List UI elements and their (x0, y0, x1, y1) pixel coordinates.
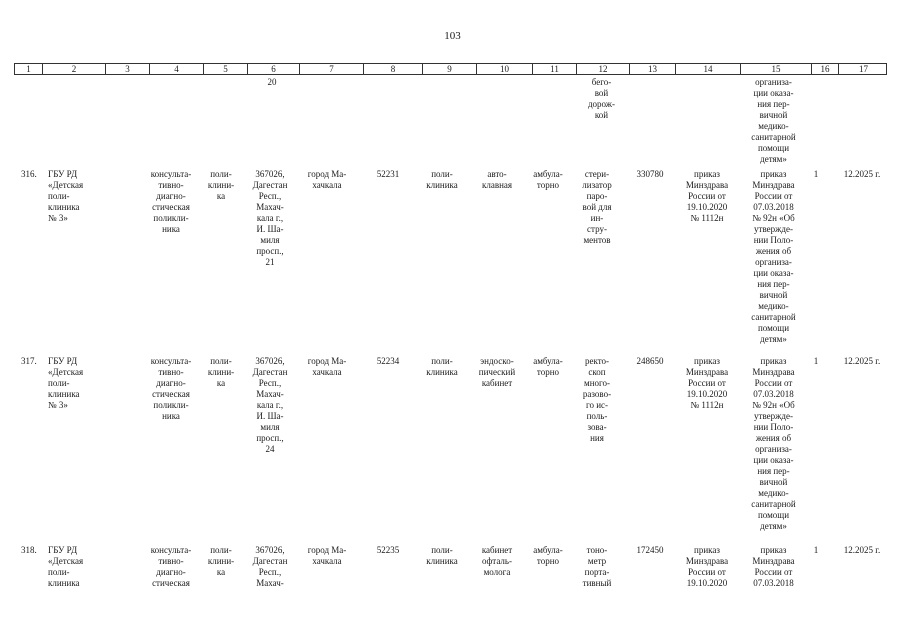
row-date: 12.2025 г. (843, 545, 881, 555)
header-col-1: 1 (26, 64, 31, 74)
row-room: кабинет офталь- молога (481, 545, 513, 577)
row-dept: поли- клиника (426, 545, 458, 566)
row-code: 52234 (376, 356, 400, 366)
row-type: консульта- тивно- диагно- стическая поликли- ника (150, 169, 192, 234)
row-order1: приказ Минздрава России от 19.10.2020 (685, 545, 729, 588)
row-date: 12.2025 г. (843, 356, 881, 366)
row-subtype: поли- клини- ка (207, 545, 235, 577)
header-col-6: 6 (247, 64, 299, 74)
table-header-row (14, 63, 887, 75)
header-col-8: 8 (363, 64, 422, 74)
header-col-9: 9 (422, 64, 476, 74)
header-col-17: 17 (838, 64, 888, 74)
row-room: эндоско- пический кабинет (478, 356, 516, 388)
row-code: 52231 (376, 169, 400, 179)
row-qty: 1 (813, 169, 819, 179)
row-order1: приказ Минздрава России от 19.10.2020 № 1112н (685, 356, 729, 410)
row-price: 248650 (636, 356, 664, 366)
row-city: город Ма- хачкала (307, 356, 347, 377)
row-city: город Ма- хачкала (307, 169, 347, 190)
row-number: 316. (21, 169, 37, 179)
header-col-2: 2 (42, 64, 105, 74)
header-col-3: 3 (105, 64, 149, 74)
header-col-15: 15 (740, 64, 811, 74)
row-mode: амбула- торно (533, 545, 563, 566)
row-order2: приказ Минздрава России от 07.03.2018 № 92н «Об утвержде- нии Поло- жения об организа- ции оказа- ния пер- вичной медико- санитарной помощи детям» (751, 169, 796, 344)
row-qty: 1 (813, 545, 819, 555)
row-city: город Ма- хачкала (307, 545, 347, 566)
row-room: авто- клавная (481, 169, 513, 190)
header-col-7: 7 (299, 64, 363, 74)
header-col-4: 4 (149, 64, 203, 74)
row-subtype: поли- клини- ка (207, 356, 235, 388)
row-org: ГБУ РД «Детская поли- клиника (48, 545, 84, 588)
header-col-13: 13 (629, 64, 675, 74)
page-number: 103 (444, 30, 461, 42)
row-code: 52235 (376, 545, 400, 555)
row-mode: амбула- торно (533, 356, 563, 377)
row-type: консульта- тивно- диагно- стическая поликли- ника (150, 356, 192, 421)
row-address: 367026, Дагестан Респ., Махач- кала г., И. Ша- миля просп., 24 (252, 356, 288, 454)
row-order1: приказ Минздрава России от 19.10.2020 № 1112н (685, 169, 729, 223)
row-date: 12.2025 г. (843, 169, 881, 179)
row-dept: поли- клиника (426, 356, 458, 377)
continuation-address: 20 (267, 77, 277, 87)
row-mode: амбула- торно (533, 169, 563, 190)
row-org: ГБУ РД «Детская поли- клиника № 3» (48, 356, 84, 410)
row-equipment: тоно- метр порта- тивный (582, 545, 612, 588)
row-address: 367026, Дагестан Респ., Махач- кала г., И. Ша- миля просп., 21 (252, 169, 288, 267)
continuation-equipment: бего- вой дорож- кой (587, 77, 616, 120)
continuation-order: организа- ции оказа- ния пер- вичной медико- санитарной помощи детям» (751, 77, 796, 164)
row-type: консульта- тивно- диагно- стическая (150, 545, 192, 588)
row-address: 367026, Дагестан Респ., Махач- (252, 545, 288, 588)
row-subtype: поли- клини- ка (207, 169, 235, 201)
header-col-12: 12 (576, 64, 629, 74)
row-qty: 1 (813, 356, 819, 366)
row-order2: приказ Минздрава России от 07.03.2018 (752, 545, 795, 588)
row-dept: поли- клиника (426, 169, 458, 190)
row-number: 318. (21, 545, 37, 555)
header-col-5: 5 (203, 64, 247, 74)
header-col-10: 10 (476, 64, 532, 74)
row-price: 330780 (636, 169, 664, 179)
row-order2: приказ Минздрава России от 07.03.2018 № 92н «Об утвержде- нии Поло- жения об организа- ции оказа- ния пер- вичной медико- санитарной помощи детям» (751, 356, 796, 531)
row-number: 317. (21, 356, 37, 366)
header-col-16: 16 (811, 64, 838, 74)
header-col-14: 14 (675, 64, 740, 74)
row-org: ГБУ РД «Детская поли- клиника № 3» (48, 169, 84, 223)
row-price: 172450 (636, 545, 664, 555)
row-equipment: стери- лизатор паро- вой для ин- стру- ментов (582, 169, 612, 245)
header-col-11: 11 (532, 64, 576, 74)
row-equipment: ректо- скоп много- разово- го ис- поль- зова- ния (582, 356, 612, 443)
